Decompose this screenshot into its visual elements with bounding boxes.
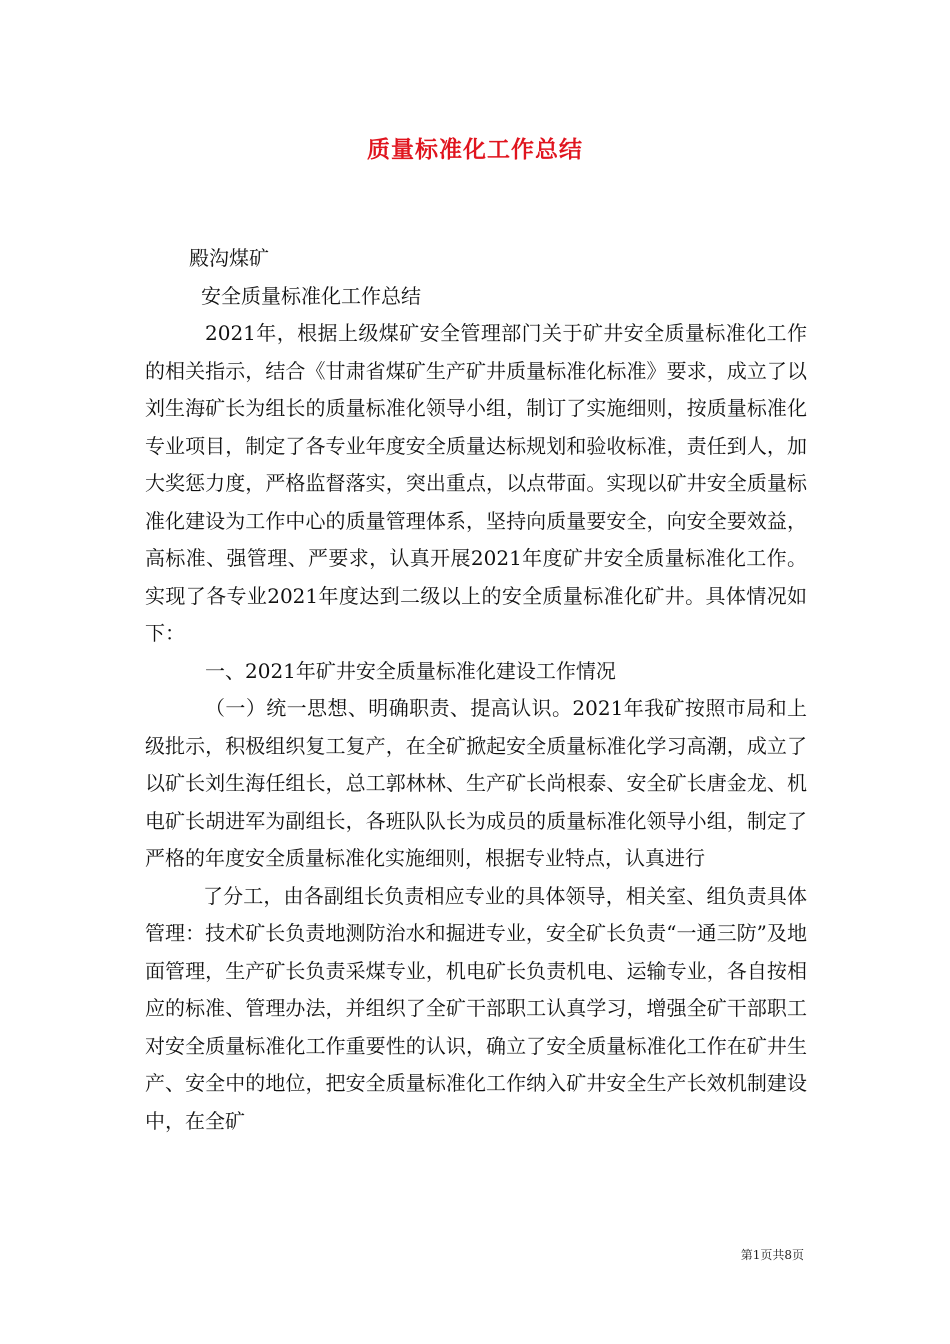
- paragraph-subtitle: 安全质量标准化工作总结: [201, 283, 421, 308]
- paragraph-mine-name: 殿沟煤矿: [189, 246, 269, 270]
- paragraph-section-heading: 一、2021年矿井安全质量标准化建设工作情况: [205, 658, 616, 683]
- page-number: 第1页共8页: [740, 1248, 804, 1262]
- document-body: [145, 240, 807, 1140]
- paragraph-intro: 2021年，根据上级煤矿安全管理部门关于矿井安全质量标准化工作的相关指示，结合《甘肃省煤矿生产矿井质量标准化标准》要求，成立了以刘生海矿长为组长的质量标准化领导小组，制订了实施细则，按质量标准化专业项目，制定了各专业年度安全质量达标规划和验收标准，责任到人，加大奖惩力度，严格监督落实，突出重点，以点带面。实现以矿井安全质量标准化建设为工作中心的质量管理体系，坚持向质量要安全，向安全要效益，高标准、强管理、严要求，认真开展2021年度矿井安全质量标准化工作。实现了各专业2021年度达到二级以上的安全质量标准化矿井。具体情况如下：: [145, 321, 807, 645]
- document-title: 质量标准化工作总结: [367, 136, 583, 163]
- paragraph-subsection-1: （一）统一思想、明确职责、提高认识。2021年我矿按照市局和上级批示，积极组织复工复产，在全矿掀起安全质量标准化学习高潮，成立了以矿长刘生海任组长，总工郭林林、生产矿长尚根泰、安全矿长唐金龙、机电矿长胡进军为副组长，各班队队长为成员的质量标准化领导小组，制定了严格的年度安全质量标准化实施细则，根据专业特点，认真进行: [145, 696, 807, 870]
- paragraph-continuation: 了分工，由各副组长负责相应专业的具体领导，相关室、组负责具体管理：技术矿长负责地测防治水和掘进专业，安全矿长负责“一通三防”及地面管理，生产矿长负责采煤专业，机电矿长负责机电、运输专业，各自按相应的标准、管理办法，并组织了全矿干部职工认真学习，增强全矿干部职工对安全质量标准化工作重要性的认识，确立了安全质量标准化工作在矿井生产、安全中的地位，把安全质量标准化工作纳入矿井安全生产长效机制建设中，在全矿: [145, 883, 807, 1133]
